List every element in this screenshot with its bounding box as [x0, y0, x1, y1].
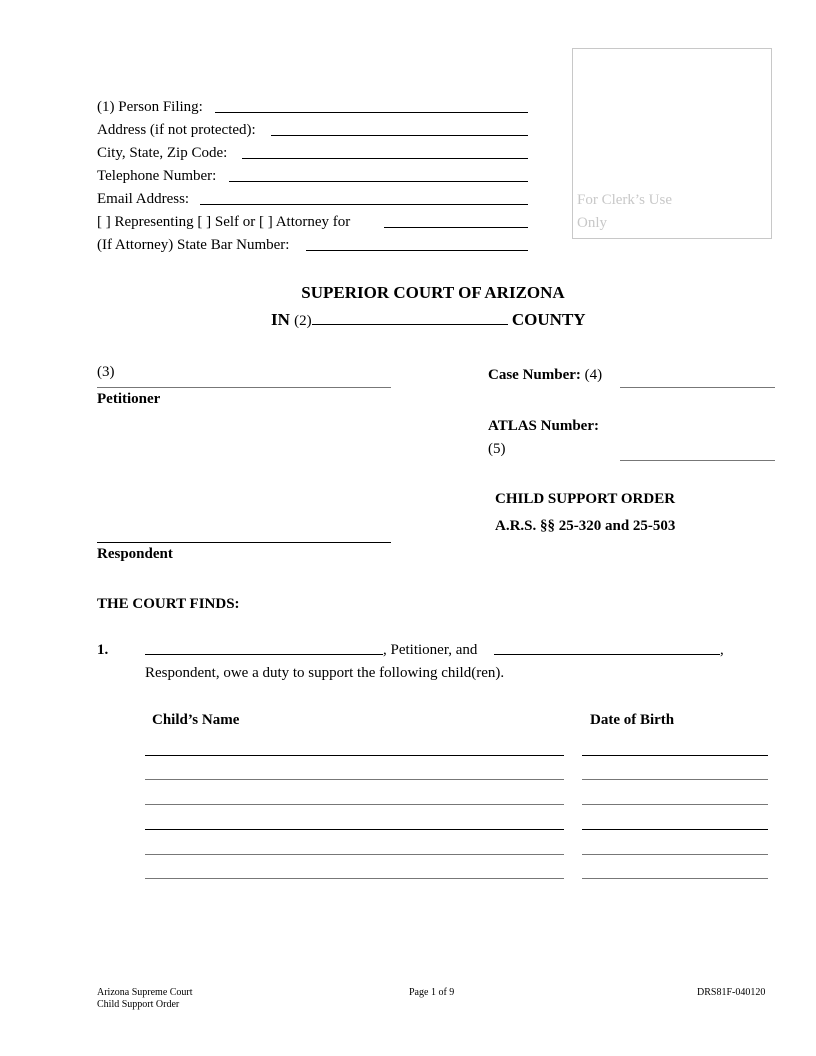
- state-bar-field[interactable]: [306, 250, 528, 251]
- findings-heading: THE COURT FINDS:: [97, 596, 240, 612]
- item-1-petitioner-text: , Petitioner, and: [383, 642, 478, 658]
- person-filing-field[interactable]: [215, 112, 528, 113]
- item-1-respondent-field[interactable]: [494, 654, 720, 655]
- footer-page-number: Page 1 of 9: [409, 987, 455, 998]
- atlas-number-num: (5): [488, 441, 506, 457]
- petitioner-label: Petitioner: [97, 391, 161, 407]
- child-name-field[interactable]: [145, 755, 564, 756]
- item-1-line2: Respondent, owe a duty to support the following child(ren).: [145, 665, 505, 681]
- telephone-field[interactable]: [229, 181, 528, 182]
- footer-court: Arizona Supreme Court: [97, 987, 193, 998]
- petitioner-number: (3): [97, 364, 115, 380]
- clerk-use-line2: Only: [577, 215, 607, 231]
- footer-form-code: DRS81F-040120: [697, 987, 766, 998]
- item-1-comma: ,: [720, 642, 724, 658]
- child-dob-field[interactable]: [582, 878, 768, 879]
- child-dob-field[interactable]: [582, 804, 768, 805]
- child-name-header: Child’s Name: [152, 712, 240, 728]
- child-name-field[interactable]: [145, 878, 564, 879]
- footer-form-name: Child Support Order: [97, 999, 180, 1010]
- county-suffix: COUNTY: [511, 310, 586, 329]
- date-of-birth-header: Date of Birth: [590, 712, 675, 728]
- petitioner-name-field[interactable]: [97, 387, 391, 388]
- email-field[interactable]: [200, 204, 528, 205]
- document-statute: A.R.S. §§ 25-320 and 25-503: [495, 518, 676, 534]
- state-bar-label: (If Attorney) State Bar Number:: [97, 237, 290, 253]
- child-name-field[interactable]: [145, 779, 564, 780]
- child-dob-field[interactable]: [582, 854, 768, 855]
- county-field[interactable]: [312, 310, 508, 325]
- county-in-label: IN: [271, 310, 290, 329]
- child-name-field[interactable]: [145, 804, 564, 805]
- document-title: CHILD SUPPORT ORDER: [495, 491, 676, 507]
- address-field[interactable]: [271, 135, 528, 136]
- case-number-row: [488, 366, 602, 384]
- respondent-name-field[interactable]: [97, 542, 391, 543]
- case-number-num: (4): [584, 367, 603, 383]
- item-1-number: 1.: [97, 642, 109, 658]
- county-number: (2): [294, 313, 312, 329]
- child-name-field[interactable]: [145, 829, 564, 830]
- case-number-label: Case Number:: [488, 367, 581, 383]
- respondent-label: Respondent: [97, 546, 173, 562]
- email-label: Email Address:: [97, 191, 190, 207]
- child-dob-field[interactable]: [582, 779, 768, 780]
- representing-label: [ ] Representing [ ] Self or [ ] Attorney for: [97, 214, 351, 230]
- atlas-number-label: ATLAS Number:: [488, 418, 599, 434]
- item-1-petitioner-field[interactable]: [145, 654, 383, 655]
- case-number-field[interactable]: [620, 387, 775, 388]
- clerk-use-line1: For Clerk’s Use: [577, 192, 672, 208]
- child-dob-field[interactable]: [582, 829, 768, 830]
- city-state-zip-label: City, State, Zip Code:: [97, 145, 228, 161]
- address-label: Address (if not protected):: [97, 122, 256, 138]
- child-name-field[interactable]: [145, 854, 564, 855]
- clerk-use-text: [577, 189, 672, 235]
- county-line: [271, 310, 586, 331]
- person-filing-label: (1) Person Filing:: [97, 99, 203, 115]
- child-dob-field[interactable]: [582, 755, 768, 756]
- court-title: SUPERIOR COURT OF ARIZONA: [301, 283, 565, 302]
- footer-left: [97, 987, 193, 1011]
- attorney-for-field[interactable]: [384, 227, 528, 228]
- telephone-label: Telephone Number:: [97, 168, 217, 184]
- city-state-zip-field[interactable]: [242, 158, 528, 159]
- atlas-number-field[interactable]: [620, 460, 775, 461]
